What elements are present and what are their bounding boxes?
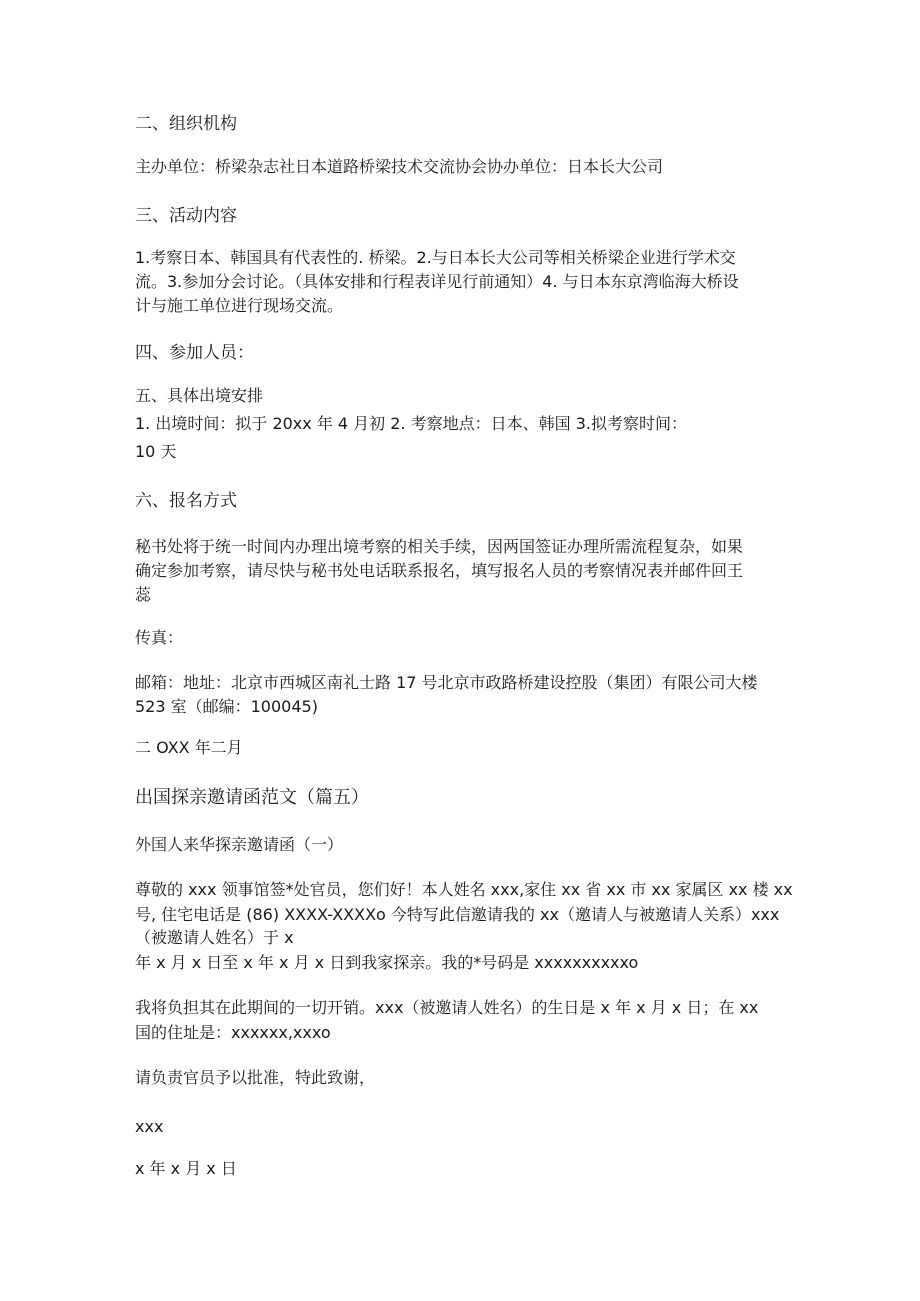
org-heading: 二、组织机构 xyxy=(135,114,237,134)
content-line: 1.考察日本、韩国具有代表性的. 桥梁。2.与日本长大公司等相关桥梁企业进行学术交 xyxy=(135,248,736,267)
org-text: 主办单位：桥梁杂志社日本道路桥梁技术交流协会协办单位：日本长大公司 xyxy=(135,157,664,176)
letter-title: 出国探亲邀请函范文（篇五） xyxy=(135,787,369,808)
letter-paragraph-line: 尊敬的 xxx 领事馆签*处官员，您们好！本人姓名 xxx,家住 xx 省 xx 市 xx 家属区 xx 楼 xx xyxy=(135,880,793,899)
letter-paragraph-line: 年 x 月 x 日至 x 年 x 月 x 日到我家探亲。我的*号码是 xxxxxxxxxxo xyxy=(135,953,639,972)
travel-heading: 五、具体出境安排 xyxy=(135,386,264,405)
signup-heading: 六、报名方式 xyxy=(135,491,237,511)
letter-paragraph-line: （被邀请人姓名）于 x xyxy=(135,928,294,947)
fax-label: 传真： xyxy=(135,628,184,647)
letter-paragraph-line: 国的住址是：xxxxxx,xxxo xyxy=(135,1023,331,1042)
travel-line: 1. 出境时间：拟于 20xx 年 4 月初 2. 考察地点：日本、韩国 3.拟考察时间： xyxy=(135,414,687,433)
content-line: 流。3.参加分会讨论。（具体安排和行程表详见行前通知）4. 与日本东京湾临海大桥设 xyxy=(135,272,739,291)
letter-signature: xxx xyxy=(135,1117,164,1136)
email-address-line: 邮箱：地址：北京市西城区南礼士路 17 号北京市政路桥建设控股（集团）有限公司大楼 xyxy=(135,673,758,692)
email-address-line: 523 室（邮编：100045) xyxy=(135,697,318,716)
travel-line: 10 天 xyxy=(135,442,177,461)
document-date: 二 OXX 年二月 xyxy=(135,738,243,757)
letter-closing: 请负责官员予以批准，特此致谢， xyxy=(135,1068,376,1087)
signup-line: 确定参加考察，请尽快与秘书处电话联系报名，填写报名人员的考察情况表并邮件回王 xyxy=(135,561,744,580)
letter-paragraph-line: 我将负担其在此期间的一切开销。xxx（被邀请人姓名）的生日是 x 年 x 月 x 日；在 xx xyxy=(135,998,759,1017)
letter-paragraph-line: 号, 住宅电话是 (86) XXXX-XXXXo 今特写此信邀请我的 xx（邀请人与被邀请人关系）xxx xyxy=(135,905,780,924)
content-heading: 三、活动内容 xyxy=(135,206,237,226)
participants-heading: 四、参加人员： xyxy=(135,343,254,363)
content-line: 计与施工单位进行现场交流。 xyxy=(135,296,344,315)
signup-line: 蕊 xyxy=(135,585,152,604)
letter-sign-date: x 年 x 月 x 日 xyxy=(135,1159,237,1178)
signup-line: 秘书处将于统一时间内办理出境考察的相关手续，因两国签证办理所需流程复杂，如果 xyxy=(135,537,744,556)
letter-subtitle: 外国人来华探亲邀请函（一） xyxy=(135,835,344,854)
